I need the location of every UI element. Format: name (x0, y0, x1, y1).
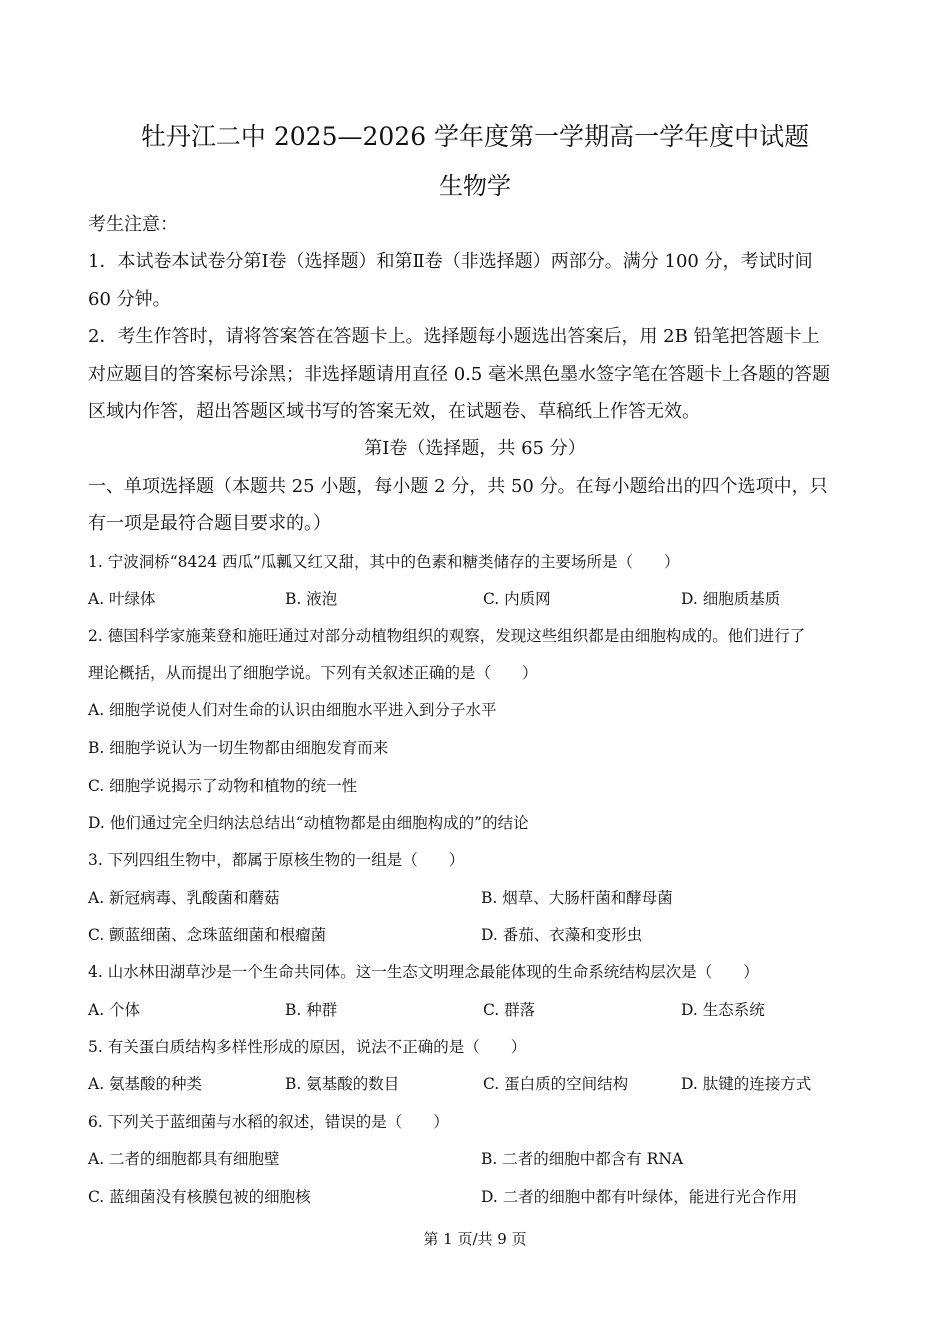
option-c: C. 群落 (483, 1001, 536, 1019)
question-stem-cont: 理论概括，从而提出了细胞学说。下列有关叙述正确的是（ ） (88, 664, 538, 682)
option-c: C. 蛋白质的空间结构 (483, 1075, 629, 1093)
option-d: D. 番茄、衣藻和变形虫 (481, 926, 643, 944)
option-b: B. 种群 (285, 1001, 338, 1019)
subject-title: 生物学 (439, 172, 511, 200)
notice-item-1-cont: 60 分钟。 (88, 289, 171, 310)
option-a: A. 细胞学说使人们对生命的认识由细胞水平进入到分子水平 (88, 701, 497, 719)
question-stem: 2. 德国科学家施莱登和施旺通过对部分动植物组织的观察，发现这些组织都是由细胞构成的。他们进行了 (88, 627, 806, 645)
question-stem: 6. 下列关于蓝细菌与水稻的叙述，错误的是（ ） (88, 1113, 449, 1131)
option-d: D. 生态系统 (681, 1001, 765, 1019)
question-stem: 3. 下列四组生物中，都属于原核生物的一组是（ ） (88, 851, 465, 869)
notice-item-2-cont2: 区域内作答，超出答题区域书写的答案无效，在试题卷、草稿纸上作答无效。 (88, 401, 700, 422)
page-number: 第 1 页/共 9 页 (423, 1230, 527, 1248)
option-d: D. 细胞质基质 (681, 590, 781, 608)
question-stem: 4. 山水林田湖草沙是一个生命共同体。这一生态文明理念最能体现的生命系统结构层次是（ ） (88, 963, 759, 981)
question-stem: 1. 宁波洞桥“8424 西瓜”瓜瓤又红又甜，其中的色素和糖类储存的主要场所是（ ） (88, 553, 680, 571)
notice-item-2: 2．考生作答时，请将答案答在答题卡上。选择题每小题选出答案后，用 2B 铅笔把答题卡上 (88, 326, 820, 347)
option-c: C. 细胞学说揭示了动物和植物的统一性 (88, 777, 358, 795)
option-c: C. 颤蓝细菌、念珠蓝细菌和根瘤菌 (88, 926, 327, 944)
option-b: B. 细胞学说认为一切生物都由细胞发育而来 (88, 739, 389, 757)
option-d: D. 肽键的连接方式 (681, 1075, 812, 1093)
option-b: B. 氨基酸的数目 (285, 1075, 400, 1093)
section-instructions-cont: 有一项是最符合题目要求的。） (88, 513, 331, 534)
section-title: 第Ⅰ卷（选择题，共 65 分） (364, 438, 586, 459)
option-b: B. 液泡 (285, 590, 338, 608)
exam-title: 牡丹江二中 2025—2026 学年度第一学期高一学年度中试题 (140, 122, 810, 151)
option-a: A. 氨基酸的种类 (88, 1075, 203, 1093)
option-a: A. 二者的细胞都具有细胞壁 (88, 1150, 280, 1168)
option-a: A. 新冠病毒、乳酸菌和蘑菇 (88, 889, 280, 907)
notice-item-2-cont: 对应题目的答案标号涂黑；非选择题请用直径 0.5 毫米黑色墨水签字笔在答题卡上各题的答题 (88, 364, 831, 385)
section-instructions: 一、单项选择题（本题共 25 小题，每小题 2 分，共 50 分。在每小题给出的四个选项中，只 (88, 476, 828, 497)
option-c: C. 内质网 (483, 590, 551, 608)
notice-heading: 考生注意： (88, 214, 178, 235)
question-stem: 5. 有关蛋白质结构多样性形成的原因，说法不正确的是（ ） (88, 1038, 527, 1056)
option-b: B. 二者的细胞中都含有 RNA (481, 1150, 684, 1168)
option-a: A. 叶绿体 (88, 590, 156, 608)
option-b: B. 烟草、大肠杆菌和酵母菌 (481, 889, 673, 907)
option-d: D. 二者的细胞中都有叶绿体，能进行光合作用 (481, 1188, 798, 1206)
option-a: A. 个体 (88, 1001, 141, 1019)
option-c: C. 蓝细菌没有核膜包被的细胞核 (88, 1188, 311, 1206)
notice-item-1: 1．本试卷本试卷分第Ⅰ卷（选择题）和第Ⅱ卷（非选择题）两部分。满分 100 分，考试时间 (88, 251, 813, 272)
option-d: D. 他们通过完全归纳法总结出“动植物都是由细胞构成的”的结论 (88, 814, 529, 832)
